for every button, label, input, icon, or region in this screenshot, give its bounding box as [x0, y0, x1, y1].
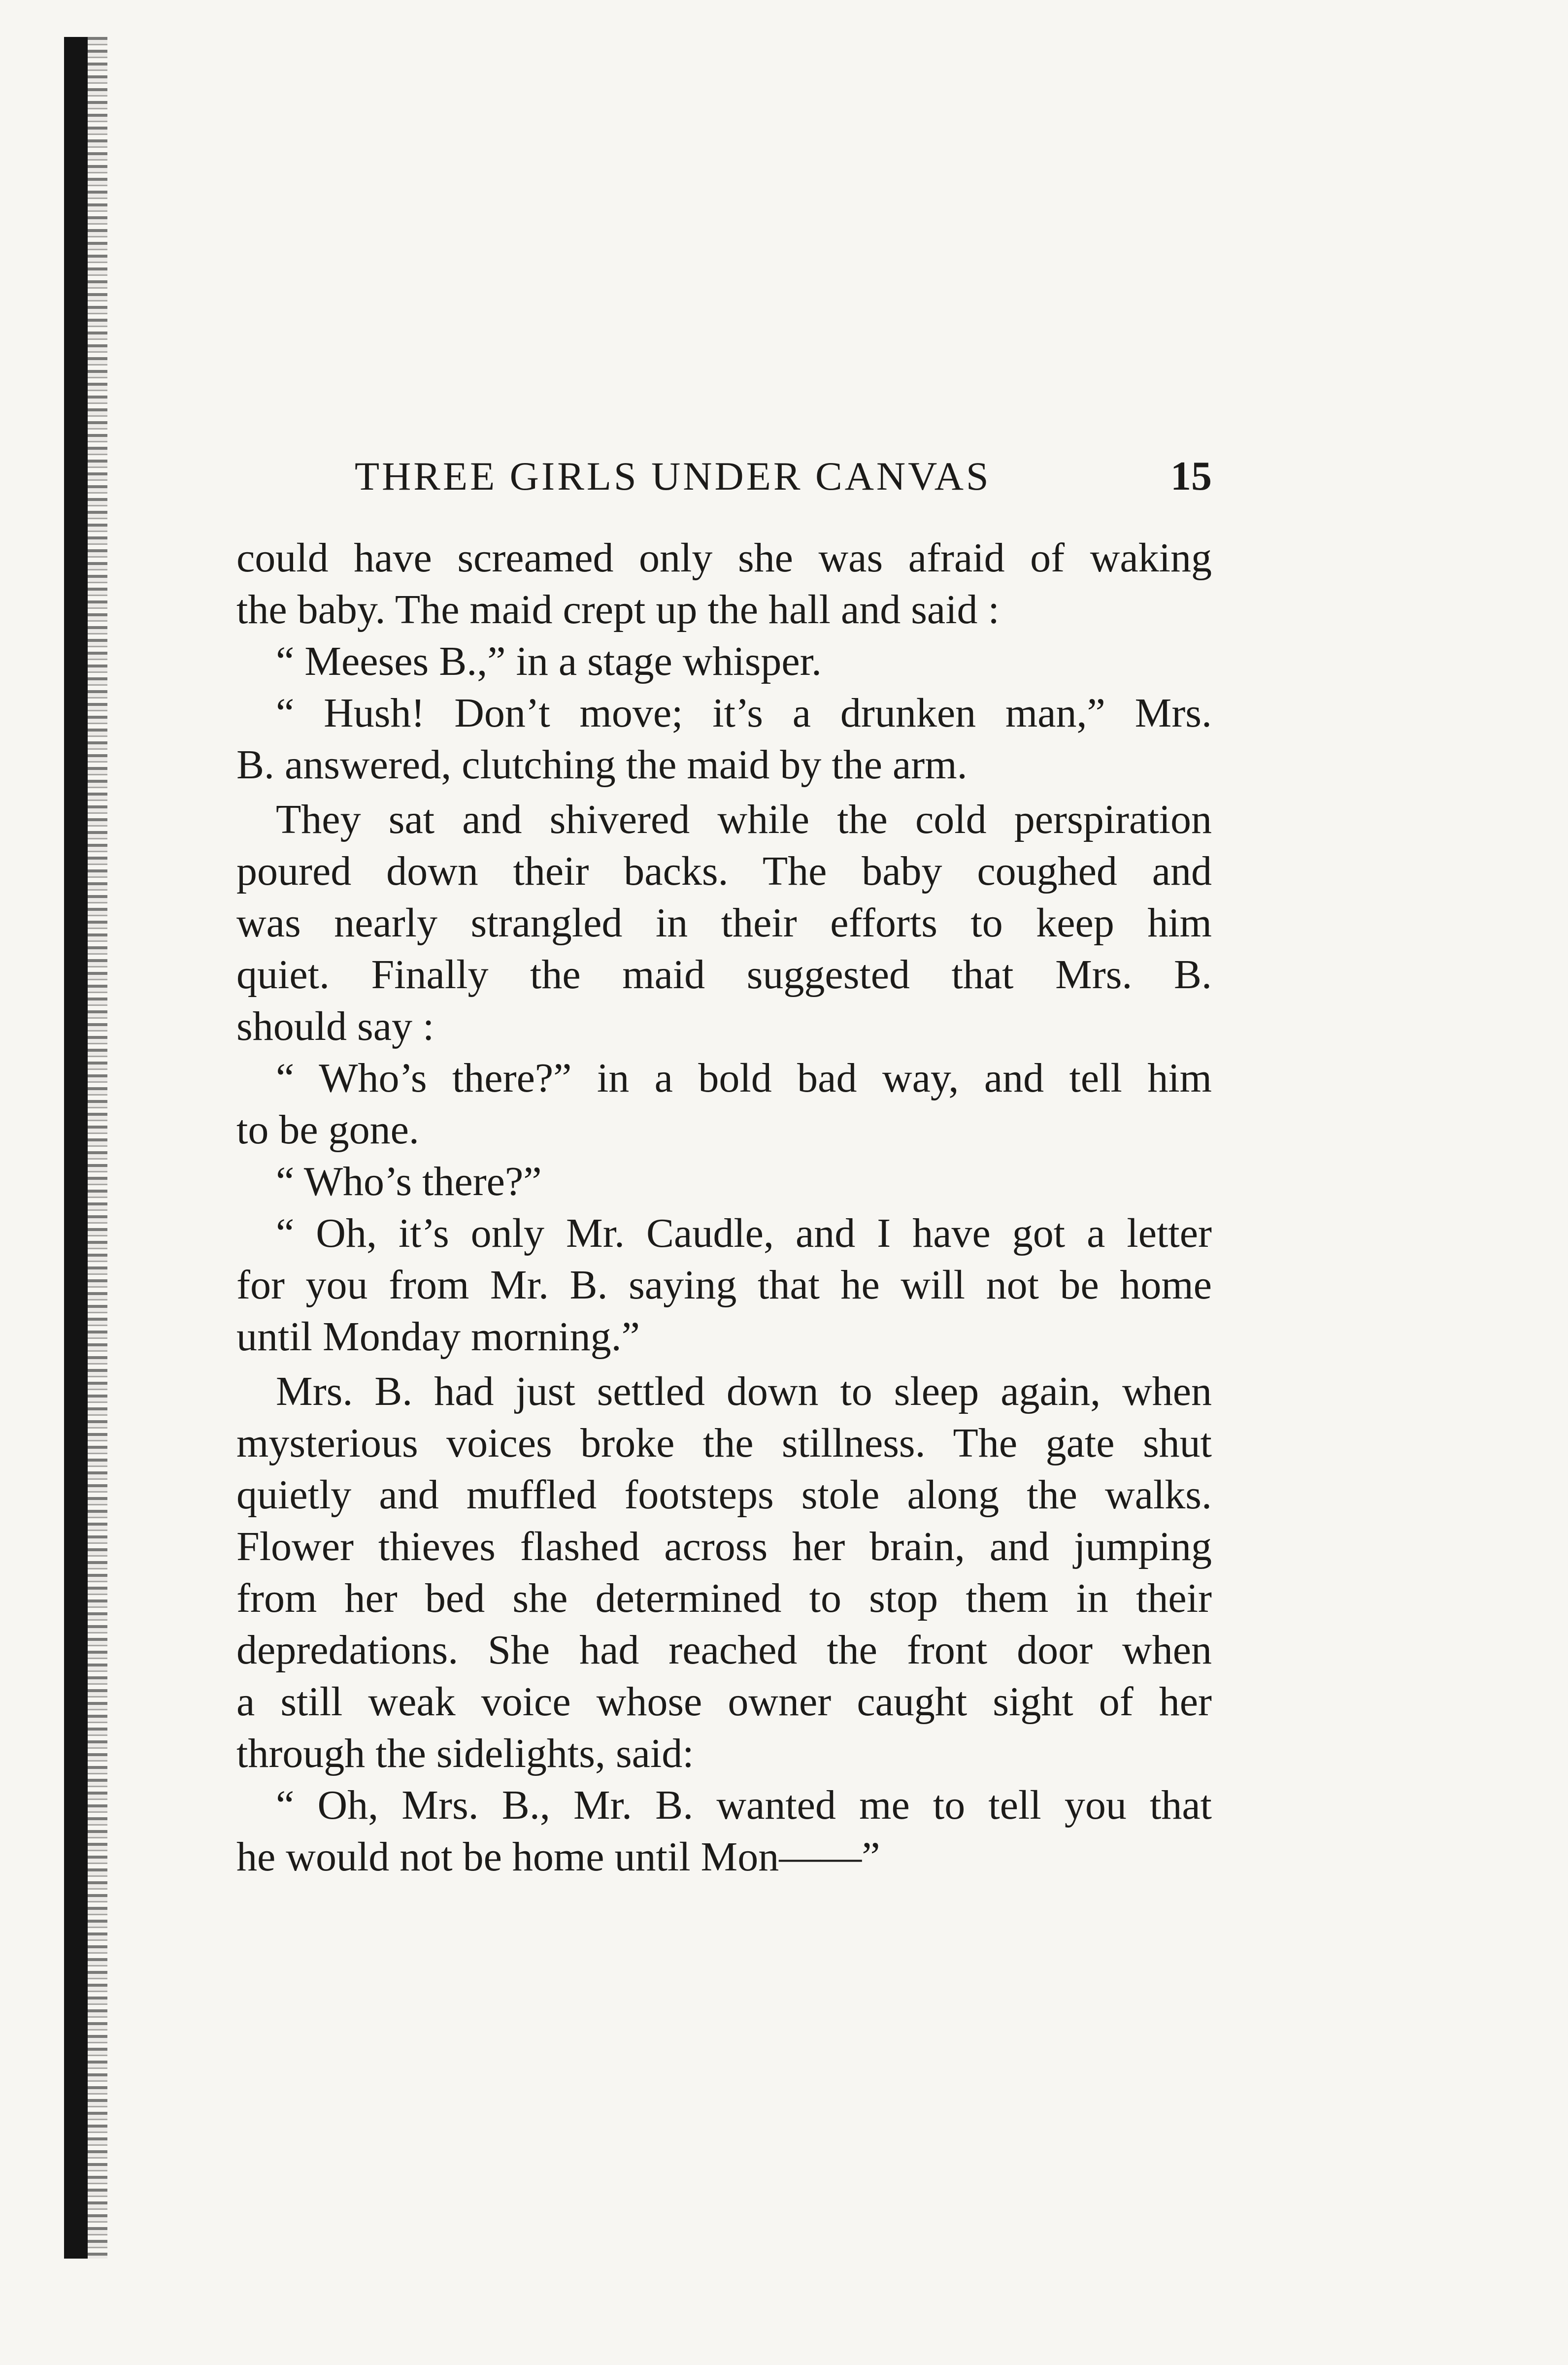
text-line: “ Oh, Mrs. B., Mr. B. wanted me to tell you that — [276, 1782, 1212, 1828]
text-line: B. answered, clutching the maid by the arm. — [236, 742, 967, 788]
text-line: “ Who’s there?” — [276, 1159, 542, 1204]
binding-edge-texture — [88, 37, 107, 2259]
text-line: Mrs. B. had just settled down to sleep again, when — [276, 1368, 1212, 1414]
text-line: mysterious voices broke the stillness. The gate shut — [236, 1420, 1212, 1466]
text-line: “ Oh, it’s only Mr. Caudle, and I have got a letter — [276, 1210, 1212, 1256]
text-line: “ Who’s there?” in a bold bad way, and tell him — [276, 1055, 1212, 1101]
text-line: quiet. Finally the maid suggested that Mrs. B. — [236, 952, 1212, 998]
text-line: until Monday morning.” — [236, 1314, 640, 1360]
text-line: from her bed she determined to stop them in their — [236, 1575, 1212, 1621]
text-line: he would not be home until Mon——” — [236, 1834, 880, 1880]
text-line: They sat and shivered while the cold perspiration — [276, 797, 1212, 842]
text-line: was nearly strangled in their efforts to keep him — [236, 900, 1212, 946]
text-line: for you from Mr. B. saying that he will not be home — [236, 1262, 1212, 1308]
text-line: through the sidelights, said: — [236, 1731, 694, 1776]
text-line: quietly and muffled footsteps stole along the walks. — [236, 1472, 1212, 1518]
page-number: 15 — [1170, 453, 1212, 499]
text-line: could have screamed only she was afraid of waking — [236, 535, 1212, 581]
text-line: should say : — [236, 1003, 434, 1049]
text-line: poured down their backs. The baby coughed and — [236, 848, 1212, 894]
text-line: depredations. She had reached the front door when — [236, 1627, 1212, 1673]
binding-shadow — [64, 37, 88, 2259]
page-header — [355, 443, 1212, 502]
running-title: THREE GIRLS UNDER CANVAS — [355, 454, 991, 499]
text-line: to be gone. — [236, 1107, 419, 1153]
body-text — [236, 532, 1212, 1883]
text-line: the baby. The maid crept up the hall and said : — [236, 587, 1000, 633]
text-line: “ Meeses B.,” in a stage whisper. — [276, 638, 822, 684]
text-line: Flower thieves flashed across her brain, and jumping — [236, 1524, 1212, 1569]
text-line: a still weak voice whose owner caught sight of her — [236, 1679, 1212, 1725]
text-line: “ Hush! Don’t move; it’s a drunken man,” Mrs. — [276, 690, 1212, 736]
